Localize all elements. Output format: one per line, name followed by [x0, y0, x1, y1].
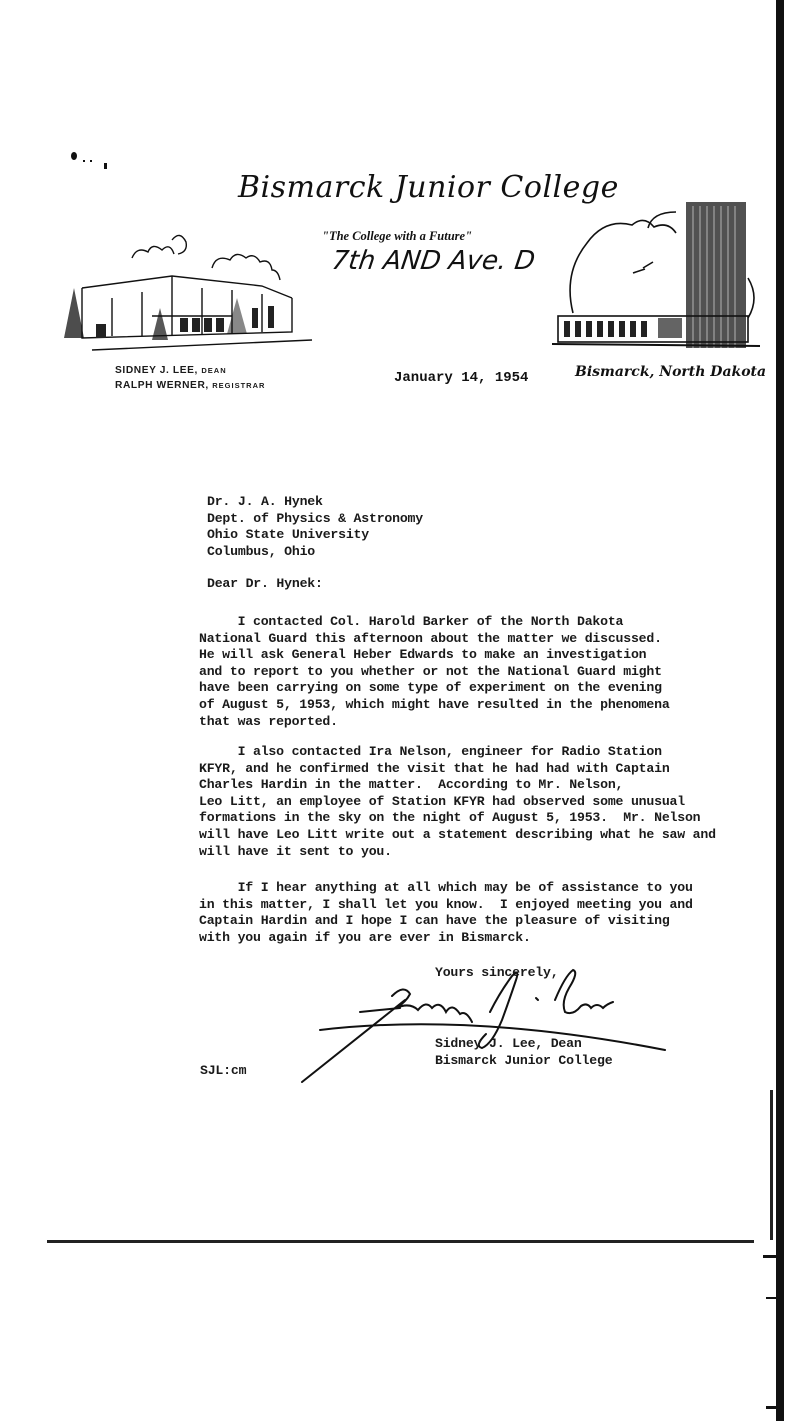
scan-speck — [90, 160, 92, 162]
body-line: of August 5, 1953, which might have resulted in the phenomena — [199, 696, 670, 712]
recipient-line: Dr. J. A. Hynek — [207, 494, 323, 509]
binder-edge — [776, 0, 784, 1421]
body-line: Charles Hardin in the matter. According to Mr. Nelson, — [199, 777, 624, 793]
body-line: that was reported. — [199, 713, 338, 729]
officer-title: DEAN — [201, 366, 227, 375]
recipient-address — [207, 494, 423, 560]
body-line: If I hear anything at all which may be of assistance to you — [199, 880, 693, 895]
body-line: Captain Hardin and I hope I can have the pleasure of visiting — [199, 913, 670, 929]
body-paragraph-2 — [199, 744, 716, 860]
college-building-illustration — [52, 228, 322, 358]
scan-speck — [83, 160, 85, 162]
scan-speck — [104, 163, 107, 169]
officer-registrar — [115, 380, 265, 391]
college-motto: "The College with a Future" — [322, 229, 473, 243]
scan-speck — [71, 152, 77, 160]
college-name: Bismarck Junior College — [238, 170, 619, 205]
body-line: He will ask General Heber Edwards to make an investigation — [199, 647, 647, 663]
officer-dean — [115, 365, 227, 376]
page-side-edge — [770, 1090, 773, 1240]
officer-name: RALPH WERNER, — [115, 380, 209, 391]
recipient-line: Ohio State University — [207, 527, 369, 543]
closing: Yours sincerely, — [435, 965, 559, 980]
state-capitol-illustration — [548, 188, 763, 348]
college-location: Bismarck, North Dakota — [575, 364, 767, 380]
typist-initials: SJL:cm — [200, 1063, 247, 1078]
body-line: KFYR, and he confirmed the visit that he had had with Captain — [199, 760, 670, 776]
handwritten-address: 7th AND Ave. D — [329, 246, 537, 276]
body-line: have been carrying on some type of experiment on the evening — [199, 680, 662, 696]
body-line: National Guard this afternoon about the matter we discussed. — [199, 630, 662, 646]
body-line: and to report to you whether or not the National Guard might — [199, 663, 662, 679]
officer-name: SIDNEY J. LEE, — [115, 365, 198, 376]
recipient-line: Dept. of Physics & Astronomy — [207, 510, 423, 526]
officer-title: REGISTRAR — [212, 381, 266, 390]
signer-name: Sidney J. Lee, Dean — [435, 1036, 582, 1051]
binder-tab — [766, 1297, 781, 1299]
body-line: will have it sent to you. — [199, 843, 392, 859]
body-line: with you again if you are ever in Bismarck. — [199, 929, 531, 945]
body-paragraph-1 — [199, 614, 670, 730]
body-line: formations in the sky on the night of August 5, 1953. Mr. Nelson — [199, 810, 701, 826]
signer-organization: Bismarck Junior College — [435, 1052, 613, 1068]
signature-block — [435, 1036, 612, 1069]
salutation: Dear Dr. Hynek: — [207, 576, 323, 591]
body-line: will have Leo Litt write out a statement describing what he saw and — [199, 826, 716, 842]
letter-date: January 14, 1954 — [394, 370, 529, 386]
binder-tab — [763, 1255, 781, 1258]
recipient-line: Columbus, Ohio — [207, 543, 315, 559]
body-line: in this matter, I shall let you know. I enjoyed meeting you and — [199, 896, 693, 912]
body-line: Leo Litt, an employee of Station KFYR had observed some unusual — [199, 793, 685, 809]
body-paragraph-3 — [199, 880, 693, 946]
body-line: I contacted Col. Harold Barker of the North Dakota — [199, 614, 624, 629]
page-bottom-edge — [47, 1240, 754, 1243]
body-line: I also contacted Ira Nelson, engineer for Radio Station — [199, 744, 662, 759]
binder-tab — [766, 1406, 781, 1409]
